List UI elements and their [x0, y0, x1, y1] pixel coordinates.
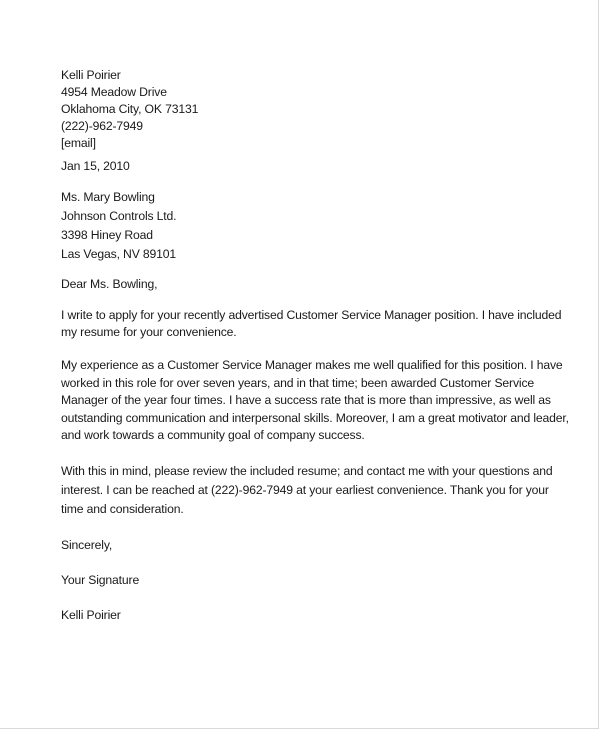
sender-email: [email]: [61, 136, 96, 150]
paragraph-line: and work towards a community goal of company success.: [61, 428, 365, 442]
paragraph-line: I write to apply for your recently advertised Customer Service Manager position. I have included: [61, 308, 562, 322]
sender-name: Kelli Poirier: [61, 68, 121, 82]
paragraph-line: interest. I can be reached at (222)-962-7949 at your earliest convenience. Thank you for your: [61, 482, 549, 497]
sender-street: 4954 Meadow Drive: [61, 85, 167, 99]
recipient-city-state-zip: Las Vegas, NV 89101: [61, 247, 177, 261]
body-paragraph-1: [61, 307, 562, 341]
paragraph-line: My experience as a Customer Service Manager makes me well qualified for this position. I have: [61, 358, 563, 372]
recipient-company: Johnson Controls Ltd.: [61, 209, 177, 223]
recipient-address-block: [61, 188, 541, 264]
letter-date: Jan 15, 2010: [61, 159, 130, 173]
body-paragraph-3: [61, 462, 553, 519]
sender-city-state-zip: Oklahoma City, OK 73131: [61, 102, 199, 116]
sender-phone: (222)-962-7949: [61, 119, 143, 133]
paragraph-line: worked in this role for over seven years, and in that time; been awarded Customer Service: [61, 375, 535, 390]
cover-letter: [61, 67, 569, 624]
paragraph-line: my resume for your convenience.: [61, 325, 237, 339]
paragraph-line: With this in mind, please review the included resume; and contact me with your questions and: [61, 463, 553, 478]
recipient-street: 3398 Hiney Road: [61, 228, 153, 242]
recipient-name: Ms. Mary Bowling: [61, 190, 155, 204]
signer-name: Kelli Poirier: [61, 607, 121, 622]
paragraph-line: time and consideration.: [61, 501, 184, 516]
salutation: Dear Ms. Bowling,: [61, 277, 158, 291]
signature-line: Your Signature: [61, 572, 140, 587]
paragraph-line: Manager of the year four times. I have a success rate that is more than impressive, as well as: [61, 393, 551, 407]
sender-address-block: [61, 67, 541, 152]
paragraph-line: outstanding communication and interpersonal skills. Moreover, I am a great motivator and leader,: [61, 410, 569, 425]
closing: Sincerely,: [61, 537, 113, 552]
body-paragraph-2: [61, 357, 569, 445]
